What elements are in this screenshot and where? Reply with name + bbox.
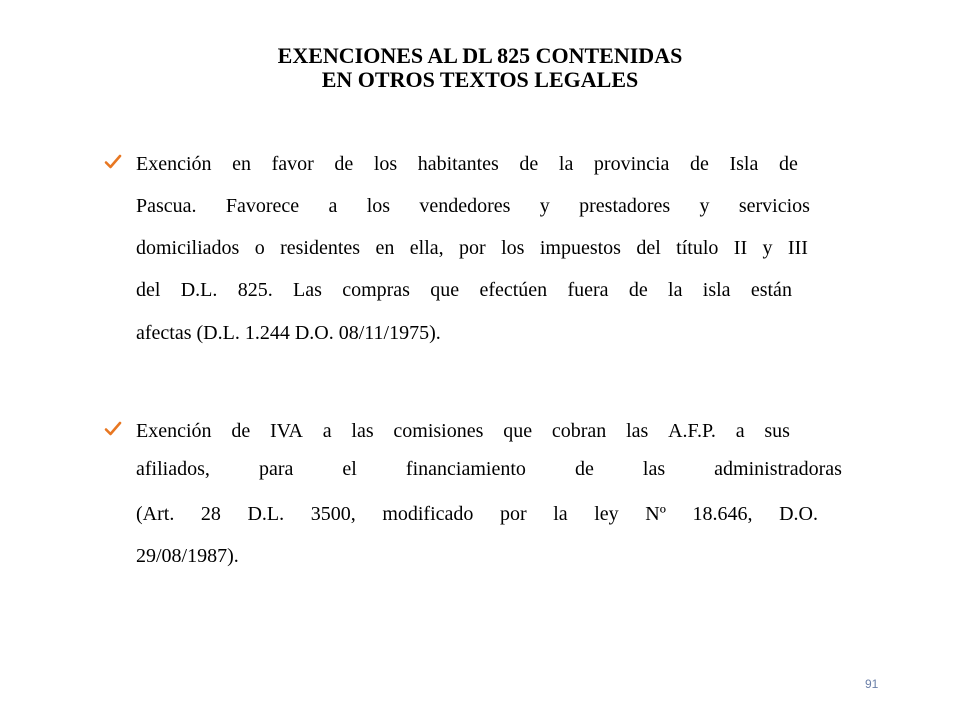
- bullet-1-line-1: Exención en favor de los habitantes de la provincia de Isla de: [136, 153, 798, 175]
- title-line-2: EN OTROS TEXTOS LEGALES: [321, 67, 639, 92]
- bullet-2-line-4: 29/08/1987).: [136, 545, 239, 567]
- page-title: [0, 44, 960, 92]
- bullet-2-line-3: (Art. 28 D.L. 3500, modificado por la ley Nº 18.646, D.O.: [136, 503, 818, 525]
- title-line-1: EXENCIONES AL DL 825 CONTENIDAS: [277, 43, 683, 68]
- page-number: 91: [865, 677, 879, 691]
- bullet-2-line-1: Exención de IVA a las comisiones que cobran las A.F.P. a sus: [136, 420, 790, 442]
- bullet-1-line-4: del D.L. 825. Las compras que efectúen fuera de la isla están: [136, 279, 792, 301]
- bullet-1-line-5: afectas (D.L. 1.244 D.O. 08/11/1975).: [136, 322, 441, 344]
- bullet-2-line-2: afiliados, para el financiamiento de las administradoras: [136, 458, 842, 480]
- check-icon: [104, 420, 122, 438]
- bullet-1-line-3: domiciliados o residentes en ella, por los impuestos del título II y III: [136, 237, 808, 259]
- check-icon: [104, 153, 122, 171]
- bullet-1-line-2: Pascua. Favorece a los vendedores y prestadores y servicios: [136, 195, 810, 217]
